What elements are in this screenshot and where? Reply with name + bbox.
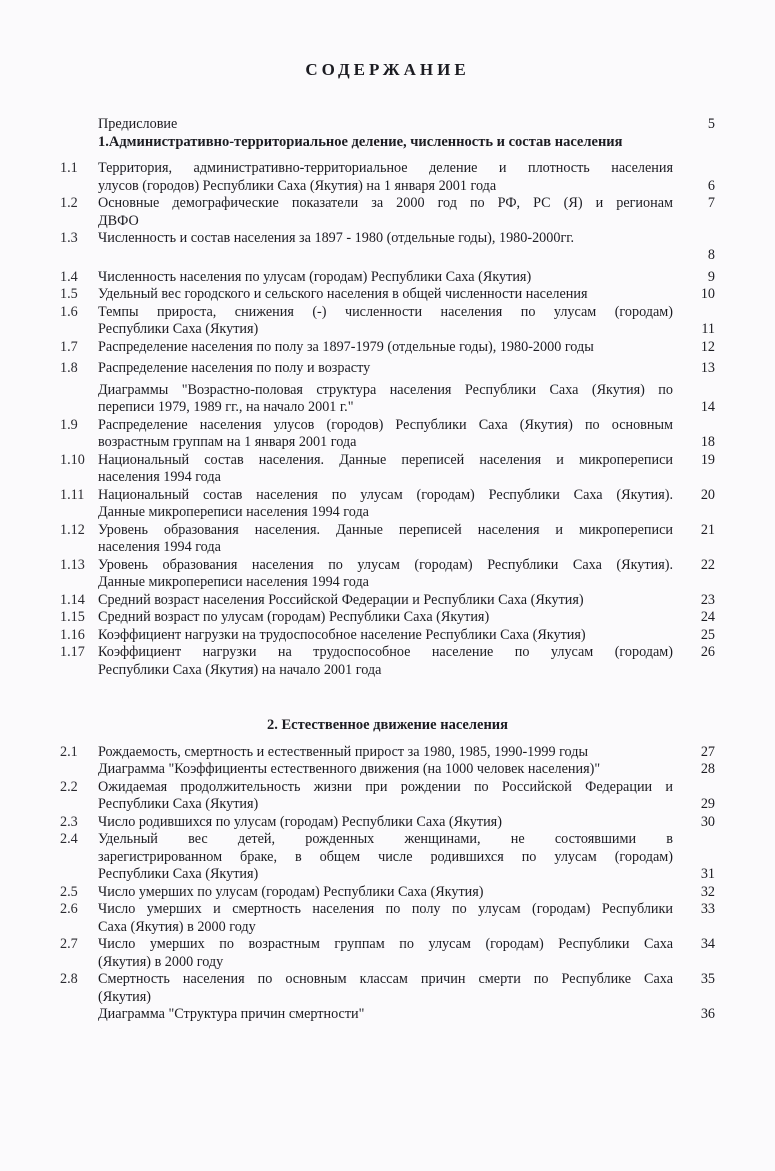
toc-entry-line: Средний возраст по улусам (городам) Республики Саха (Якутия) bbox=[98, 609, 490, 625]
toc-entry-line: Саха (Якутия) в 2000 году bbox=[98, 918, 256, 935]
toc-entry[interactable] bbox=[60, 744, 715, 762]
toc-entry-line: Данные микропереписи населения 1994 года bbox=[98, 504, 369, 520]
toc-entry[interactable] bbox=[60, 609, 715, 627]
toc-entry-line: Республики Саха (Якутия) bbox=[98, 796, 259, 812]
toc-entry[interactable] bbox=[60, 1006, 715, 1024]
toc-page-number: 29 bbox=[700, 796, 715, 812]
toc-entry-title bbox=[98, 779, 673, 814]
toc-entry-title bbox=[98, 160, 673, 195]
toc-entry[interactable] bbox=[60, 936, 715, 971]
toc-entry-number: 1.9 bbox=[60, 416, 78, 433]
toc-page-number: 18 bbox=[700, 434, 715, 450]
toc-entry[interactable] bbox=[60, 339, 715, 357]
toc-entry-line: Число умерших и смертность населения по полу по улусам (городам) Республики bbox=[98, 901, 673, 917]
toc-entry-title bbox=[98, 971, 673, 1006]
page-title: СОДЕРЖАНИЕ bbox=[305, 60, 470, 79]
toc-entry-line: Ожидаемая продолжительность жизни при рождении по Российской Федерации и bbox=[98, 778, 673, 795]
toc-entry[interactable] bbox=[60, 417, 715, 452]
toc-page-number: 22 bbox=[700, 556, 715, 573]
toc-entry-line: (Якутия) bbox=[98, 988, 152, 1005]
toc-page-number: 24 bbox=[700, 609, 715, 625]
toc-entry-title bbox=[98, 382, 673, 417]
toc-entry-number: 1.15 bbox=[60, 609, 85, 625]
toc-entry-line: Рождаемость, смертность и естественный прирост за 1980, 1985, 1990-1999 годы bbox=[98, 743, 588, 760]
table-of-contents bbox=[60, 116, 715, 1024]
toc-preface-label: Предисловие bbox=[98, 116, 178, 132]
toc-entry-number: 1.8 bbox=[60, 360, 78, 376]
toc-entry[interactable] bbox=[60, 304, 715, 339]
toc-entry-number bbox=[60, 382, 98, 417]
toc-page-number: 36 bbox=[700, 1006, 715, 1022]
toc-entry-line: Распределение населения по полу за 1897-1979 (отдельные годы), 1980-2000 годы bbox=[98, 338, 594, 355]
toc-entry-title bbox=[98, 557, 673, 592]
toc-page-number: 28 bbox=[700, 761, 715, 777]
toc-entry[interactable] bbox=[60, 452, 715, 487]
toc-entry-title bbox=[98, 884, 673, 902]
toc-entry[interactable] bbox=[60, 831, 715, 884]
toc-page-number: 11 bbox=[701, 321, 715, 337]
toc-page-number: 35 bbox=[700, 971, 715, 987]
toc-entry-number: 1.5 bbox=[60, 286, 78, 302]
toc-page-number: 7 bbox=[707, 195, 715, 211]
toc-entry-line: Распределение населения по полу и возрасту bbox=[98, 360, 371, 376]
toc-page-number: 34 bbox=[700, 936, 715, 952]
toc-entry-line: Смертность населения по основным классам причин смерти по Республике Саха bbox=[98, 971, 673, 987]
toc-entry-line: Уровень образования населения по улусам (городам) Республики Саха (Якутия). bbox=[98, 556, 673, 573]
toc-entry-line: населения 1994 года bbox=[98, 539, 221, 555]
toc-entry[interactable] bbox=[60, 971, 715, 1006]
toc-entry-number: 1.7 bbox=[60, 338, 78, 355]
toc-entry-title bbox=[98, 1006, 673, 1024]
toc-entry-line: ДВФО bbox=[98, 212, 139, 229]
toc-entry-line: Коэффициент нагрузки на трудоспособное население Республики Саха (Якутия) bbox=[98, 626, 586, 643]
toc-page-number: 6 bbox=[707, 177, 715, 194]
toc-entry-title bbox=[98, 831, 673, 884]
toc-entry-number: 1.3 bbox=[60, 230, 78, 246]
toc-entry-number: 2.2 bbox=[60, 778, 78, 795]
toc-entry-line: Средний возраст населения Российской Федерации и Республики Саха (Якутия) bbox=[98, 591, 584, 608]
toc-entry[interactable] bbox=[60, 901, 715, 936]
toc-entry[interactable] bbox=[60, 360, 715, 378]
toc-page-number: 25 bbox=[700, 626, 715, 643]
toc-entry-number: 1.12 bbox=[60, 521, 85, 538]
toc-entry[interactable] bbox=[60, 382, 715, 417]
toc-entry-line: Национальный состав населения. Данные переписей населения и микропереписи bbox=[98, 451, 673, 468]
toc-entry-title bbox=[98, 195, 673, 230]
toc-page-number: 32 bbox=[700, 883, 715, 900]
toc-entry-title bbox=[98, 339, 673, 357]
toc-entry-line: Диаграммы "Возрастно-половая структура населения Республики Саха (Якутия) по bbox=[98, 381, 673, 398]
toc-entry-title bbox=[98, 609, 673, 627]
toc-preface bbox=[60, 116, 715, 134]
toc-entry-title bbox=[98, 901, 673, 936]
toc-entry-line: Распределение населения улусов (городов) Республики Саха (Якутия) по основным bbox=[98, 416, 673, 433]
toc-entry[interactable] bbox=[60, 195, 715, 230]
toc-entry-title bbox=[98, 269, 673, 287]
toc-entry-number: 2.1 bbox=[60, 743, 78, 760]
section-heading-text: 1.Административно-территориальное деление, численность и состав населения bbox=[98, 133, 623, 150]
toc-entry-line: Территория, административно-территориальное деление и плотность населения bbox=[98, 160, 673, 176]
toc-entry[interactable] bbox=[60, 644, 715, 679]
toc-entry[interactable] bbox=[60, 627, 715, 645]
toc-entry-line: Национальный состав населения по улусам (городам) Республики Саха (Якутия). bbox=[98, 486, 673, 503]
toc-entry-number: 1.4 bbox=[60, 268, 78, 285]
toc-entry-line: (Якутия) в 2000 году bbox=[98, 953, 224, 970]
toc-page-number: 21 bbox=[700, 521, 715, 538]
toc-entry-number: 2.5 bbox=[60, 883, 78, 900]
toc-entry-title bbox=[98, 230, 673, 265]
toc-page-number: 27 bbox=[700, 743, 715, 760]
toc-page-number: 20 bbox=[700, 486, 715, 503]
toc-entry[interactable] bbox=[60, 592, 715, 610]
toc-entry-line: возрастным группам на 1 января 2001 года bbox=[98, 434, 357, 450]
toc-entry-number: 1.11 bbox=[60, 486, 85, 503]
toc-entry-number: 2.7 bbox=[60, 936, 78, 952]
toc-entry-number: 2.8 bbox=[60, 971, 78, 987]
toc-entry[interactable] bbox=[60, 286, 715, 304]
toc-entry-title bbox=[98, 761, 673, 779]
toc-entry-number: 2.4 bbox=[60, 831, 78, 847]
toc-page-number: 33 bbox=[700, 901, 715, 917]
toc-entry-line: населения 1994 года bbox=[98, 469, 221, 485]
toc-entry-title bbox=[98, 286, 673, 304]
toc-entry-number: 1.10 bbox=[60, 451, 85, 468]
toc-page-number: 5 bbox=[707, 116, 715, 132]
toc-page-number: 13 bbox=[700, 360, 715, 376]
toc-entry-number: 2.3 bbox=[60, 813, 78, 830]
toc-entry-number: 1.14 bbox=[60, 591, 85, 608]
toc-entry-line: Данные микропереписи населения 1994 года bbox=[98, 574, 369, 590]
toc-entry[interactable] bbox=[60, 557, 715, 592]
toc-entry-number: 1.2 bbox=[60, 195, 78, 211]
toc-page-number: 30 bbox=[700, 813, 715, 830]
toc-entry-title bbox=[98, 360, 673, 378]
toc-entry-title bbox=[98, 744, 673, 762]
toc-entry-line: Республики Саха (Якутия) bbox=[98, 321, 259, 337]
toc-entry[interactable] bbox=[60, 230, 715, 265]
toc-entry-line: зарегистрированном браке, в общем числе родившихся по улусам (городам) bbox=[98, 848, 673, 865]
toc-page-number: 14 bbox=[700, 399, 715, 415]
toc-entry-title bbox=[98, 452, 673, 487]
toc-page-number: 26 bbox=[700, 644, 715, 660]
toc-entry-title bbox=[98, 627, 673, 645]
toc-entry-line: Основные демографические показатели за 2000 год по РФ, РС (Я) и регионам bbox=[98, 195, 673, 211]
toc-entry-line: Число умерших по возрастным группам по улусам (городам) Республики Саха bbox=[98, 936, 673, 952]
toc-entry-title bbox=[98, 487, 673, 522]
toc-entry-line: Удельный вес городского и сельского населения в общей численности населения bbox=[98, 286, 588, 302]
section-heading: 2. Естественное движение населения bbox=[266, 717, 508, 733]
toc-entry-line: Диаграмма "Коэффициенты естественного движения (на 1000 человек населения)" bbox=[98, 761, 601, 777]
toc-entry[interactable] bbox=[60, 522, 715, 557]
toc-entry-line: Республики Саха (Якутия) на начало 2001 года bbox=[98, 661, 382, 678]
toc-entry-line: Темпы прироста, снижения (-) численности населения по улусам (городам) bbox=[98, 303, 673, 320]
toc-entry-number: 1.16 bbox=[60, 626, 85, 643]
toc-entry-line: Численность и состав населения за 1897 - 1980 (отдельные годы), 1980-2000гг. bbox=[98, 230, 575, 246]
toc-entry-line: Удельный вес детей, рожденных женщинами, не состоявшими в bbox=[98, 831, 673, 847]
toc-entry-line: Численность населения по улусам (городам) Республики Саха (Якутия) bbox=[98, 268, 532, 285]
toc-entry-number: 1.13 bbox=[60, 556, 85, 573]
toc-entry-title bbox=[98, 814, 673, 832]
toc-entry-title bbox=[98, 936, 673, 971]
toc-entry[interactable] bbox=[60, 487, 715, 522]
toc-entry-line: Уровень образования населения. Данные переписей населения и микропереписи bbox=[98, 521, 673, 538]
toc-entry-line: улусов (городов) Республики Саха (Якутия) на 1 января 2001 года bbox=[98, 177, 497, 194]
toc-entry[interactable] bbox=[60, 884, 715, 902]
toc-entry-number: 1.17 bbox=[60, 644, 85, 660]
toc-entry-number: 1.6 bbox=[60, 303, 78, 320]
toc-page-number: 8 bbox=[707, 247, 715, 263]
toc-entry-line: переписи 1979, 1989 гг., на начало 2001 г." bbox=[98, 399, 354, 415]
toc-entry[interactable] bbox=[60, 779, 715, 814]
toc-entry-line: Число родившихся по улусам (городам) Республики Саха (Якутия) bbox=[98, 813, 502, 830]
toc-entry-title bbox=[98, 644, 673, 679]
toc-page-number: 12 bbox=[700, 338, 715, 355]
toc-page-number: 10 bbox=[700, 286, 715, 302]
toc-entry-line: Республики Саха (Якутия) bbox=[98, 866, 259, 882]
toc-page-number: 19 bbox=[700, 451, 715, 468]
toc-entry-number bbox=[60, 1006, 98, 1024]
toc-entry-title bbox=[98, 304, 673, 339]
toc-page-number: 9 bbox=[707, 268, 715, 285]
toc-page-number: 23 bbox=[700, 591, 715, 608]
toc-entry-line: Число умерших по улусам (городам) Республики Саха (Якутия) bbox=[98, 883, 484, 900]
toc-entry[interactable] bbox=[60, 761, 715, 779]
toc-entry-line: Коэффициент нагрузки на трудоспособное население по улусам (городам) bbox=[98, 644, 673, 660]
toc-entry[interactable] bbox=[60, 160, 715, 195]
toc-entry-title bbox=[98, 592, 673, 610]
toc-entry-number bbox=[60, 761, 98, 779]
toc-entry-number: 2.6 bbox=[60, 901, 78, 917]
toc-page-number: 31 bbox=[700, 866, 715, 882]
toc-entry[interactable] bbox=[60, 814, 715, 832]
toc-entry-number: 1.1 bbox=[60, 160, 78, 176]
toc-entry-title bbox=[98, 417, 673, 452]
toc-entry-title bbox=[98, 522, 673, 557]
toc-entry-line: Диаграмма "Структура причин смертности" bbox=[98, 1006, 365, 1022]
toc-entry[interactable] bbox=[60, 269, 715, 287]
section-heading bbox=[60, 134, 715, 152]
